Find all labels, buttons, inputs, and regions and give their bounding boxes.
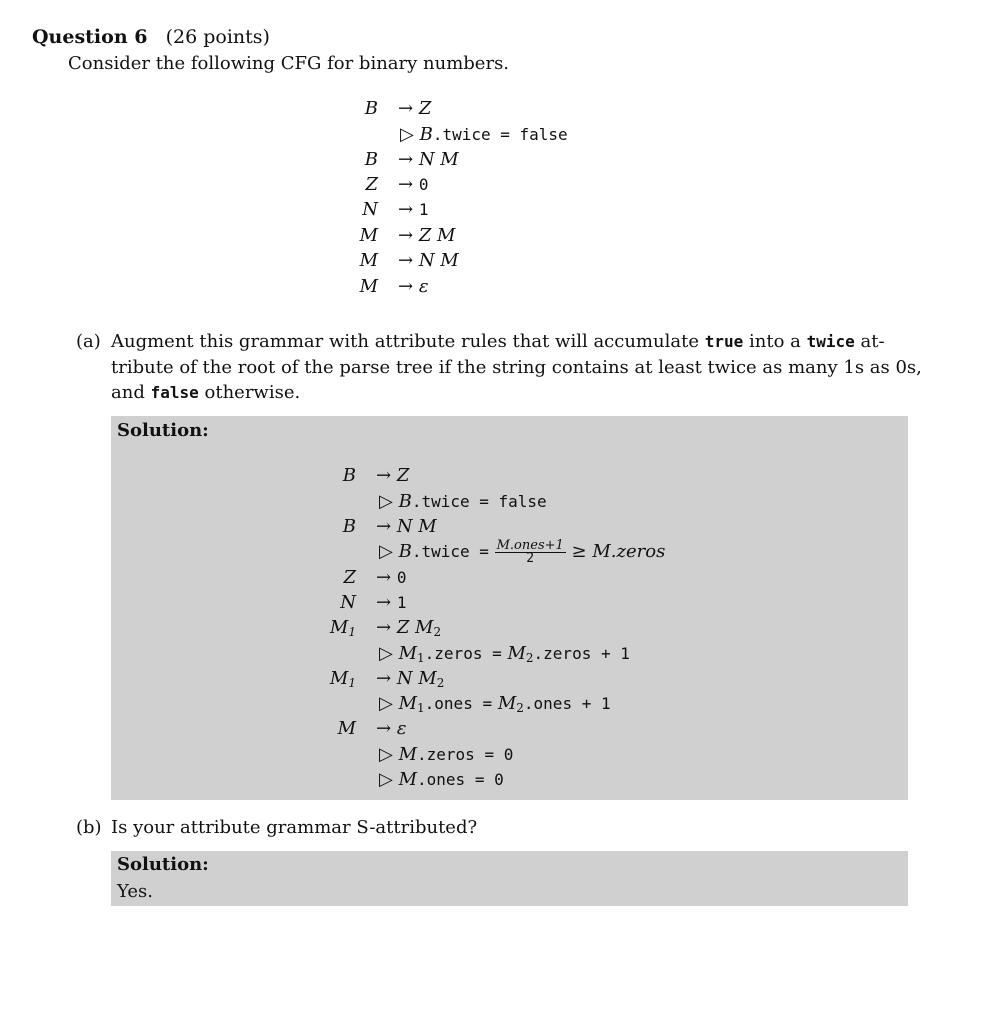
solution-action: ▷ M.ones = 0 [379,769,504,790]
solution-b-answer: Yes. [117,881,153,902]
grammar-block: B → Z ▷ B.twice = false B → N M Z → 0 N → 1 M → Z M M → N M M → ε [0,96,981,306]
solution-action: ▷ $M_1.zeros$ = $M_2.zeros + 1$ [379,643,630,665]
part-a-label: (a) [76,331,101,352]
solution-a-box: Solution: B → Z ▷ B.twice = false B → N M ▷ B.twice = $\frac{\text{M.ones+1}}{2}$ ≥ M.zeros Z → 0 N → 1 $M_1$ → Z $M_2$ ▷ $M_1.zeros$ = $M_2.zeros + 1$ $M_1$ → N $M_2$ ▷ $M_1.ones$ = $M_2.ones + 1$ M → ε ▷ M.zeros = 0 ▷ M.ones = 0 [111,416,908,800]
question-intro: Consider the following CFG for binary numbers. [68,53,510,74]
fraction: $\frac{\text{M.ones+1}}{2}$ [496,537,564,566]
part-a [76,329,922,409]
part-b-text: Is your attribute grammar S-attributed? [111,817,478,838]
part-a-text: Augment this grammar with attribute rules that will accumulate true into a twice at- tribute of the root of the parse tree if the string contains at least twice as many 1s as 0s, and false otherwise. [111,331,922,403]
solution-action: ▷ M.zeros = 0 [379,744,514,765]
solution-action: ▷ $M_1.ones$ = $M_2.ones + 1$ [379,693,611,715]
part-b [76,815,911,843]
solution-a-label: Solution: [117,420,209,441]
solution-b-box [111,851,908,906]
question-points: (26 points) [165,26,270,48]
question-number: Question 6 [32,26,148,48]
grammar-rhs: Z [418,98,432,119]
part-b-label: (b) [76,817,102,838]
question-title [32,26,270,48]
solution-action: ▷ B.twice = false [379,491,547,512]
solution-action: ▷ B.twice = $\frac{\text{M.ones+1}}{2}$ ≥ M.zeros [379,537,666,566]
grammar-lhs: B [364,98,378,119]
grammar-action: ▷ B.twice = false [400,124,568,145]
solution-b-label: Solution: [117,854,209,875]
